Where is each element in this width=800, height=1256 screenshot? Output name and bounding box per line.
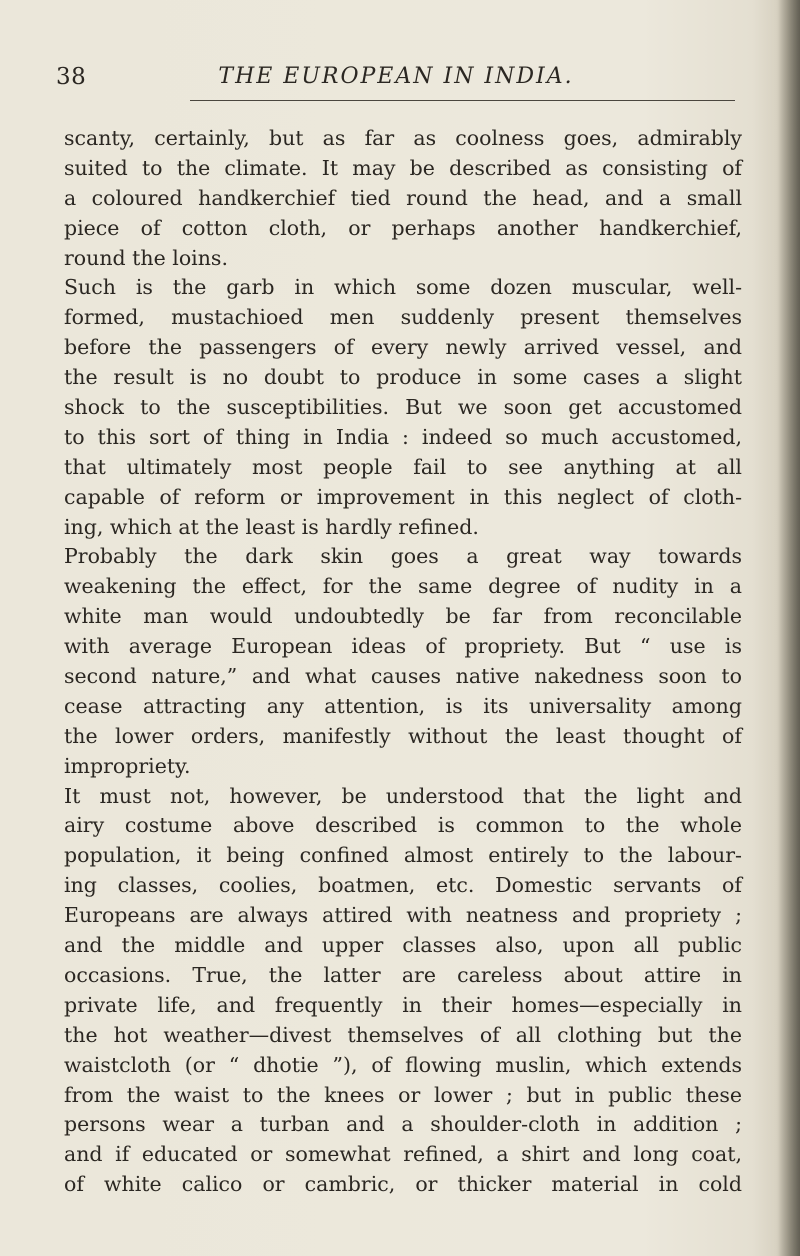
text-line: cease attracting any attention, is its universality among — [64, 693, 742, 718]
text-line: airy costume above described is common to the whole — [64, 813, 742, 838]
text-line: and the middle and upper classes also, upon all public — [64, 933, 742, 958]
text-line: ing, which at the least is hardly refined. — [64, 514, 479, 539]
text-line: with average European ideas of propriety. But “ use is — [64, 634, 742, 659]
text-line: It must not, however, be understood that the light and — [64, 783, 742, 808]
text-line: weakening the effect, for the same degree of nudity in a — [64, 574, 742, 599]
text-line: waistcloth (or “ dhotie ”), of flowing muslin, which extends — [64, 1052, 742, 1077]
text-line: Probably the dark skin goes a great way towards — [64, 544, 742, 569]
header-rule — [190, 100, 735, 101]
text-line: before the passengers of every newly arrived vessel, and — [64, 335, 742, 360]
text-line: scanty, certainly, but as far as coolness goes, admirably — [64, 126, 742, 150]
text-line: persons wear a turban and a shoulder-cloth in addition ; — [64, 1112, 742, 1137]
text-line: Such is the garb in which some dozen muscular, well- — [64, 275, 742, 300]
text-line: the lower orders, manifestly without the least thought of — [64, 723, 742, 748]
page-number: 38 — [56, 64, 87, 90]
page-header — [56, 64, 736, 104]
text-line: capable of reform or improvement in this neglect of cloth- — [64, 484, 742, 509]
text-line: to this sort of thing in India : indeed so much accustomed, — [64, 424, 742, 449]
text-line: round the loins. — [64, 245, 228, 270]
text-line: occasions. True, the latter are careless about attire in — [64, 962, 742, 987]
text-line: ing classes, coolies, boatmen, etc. Domestic servants of — [64, 873, 742, 898]
text-line: formed, mustachioed men suddenly present themselves — [64, 305, 742, 330]
text-line: suited to the climate. It may be described as consisting of — [64, 155, 742, 180]
text-line: of white calico or cambric, or thicker material in cold — [64, 1172, 742, 1197]
text-line: private life, and frequently in their homes—especially in — [64, 992, 742, 1017]
text-line: a coloured handkerchief tied round the head, and a small — [64, 185, 742, 210]
body-text — [64, 124, 742, 1200]
text-line: population, it being confined almost entirely to the labour- — [64, 843, 742, 868]
text-line: Europeans are always attired with neatness and propriety ; — [64, 903, 742, 928]
text-line: impropriety. — [64, 753, 191, 778]
text-line: that ultimately most people fail to see anything at all — [64, 454, 742, 479]
text-line: piece of cotton cloth, or perhaps another handkerchief, — [64, 215, 742, 240]
running-head: THE EUROPEAN IN INDIA. — [218, 64, 574, 89]
text-line: second nature,” and what causes native nakedness soon to — [64, 664, 742, 689]
text-line: shock to the susceptibilities. But we soon get accustomed — [64, 395, 742, 420]
text-line: the result is no doubt to produce in some cases a slight — [64, 365, 742, 390]
text-line: white man would undoubtedly be far from reconcilable — [64, 604, 742, 629]
page-edge-shadow — [778, 0, 800, 1256]
text-line: and if educated or somewhat refined, a shirt and long coat, — [64, 1142, 742, 1167]
text-line: from the waist to the knees or lower ; but in public these — [64, 1082, 742, 1107]
text-line: the hot weather—divest themselves of all clothing but the — [64, 1022, 742, 1047]
